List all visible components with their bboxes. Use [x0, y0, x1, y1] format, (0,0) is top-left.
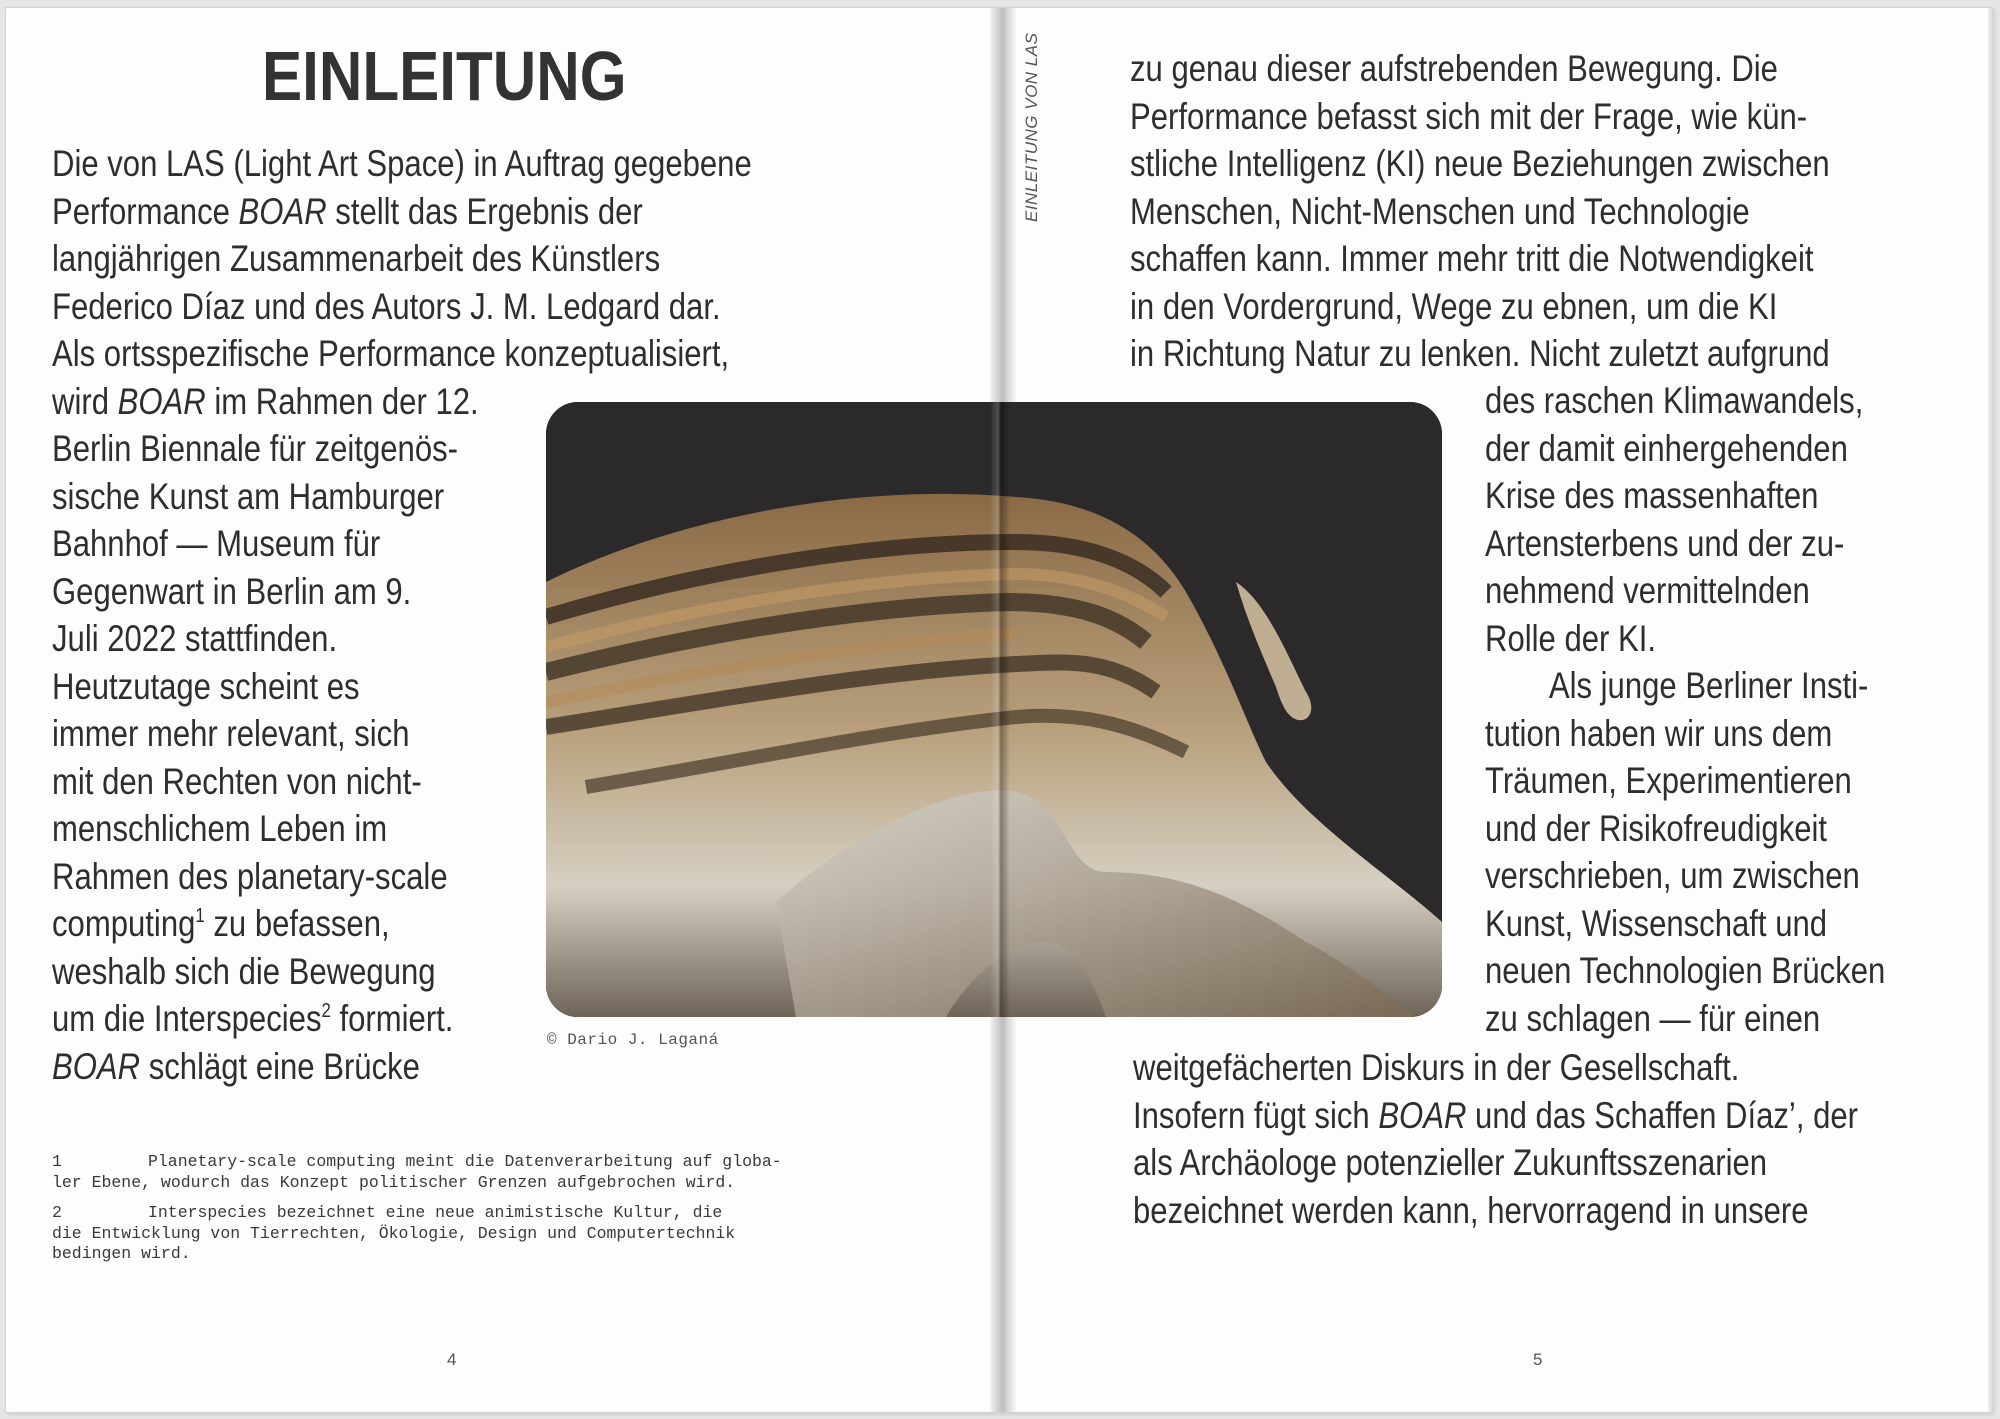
- footnote-text: Interspecies bezeichnet eine neue animistische Kultur, die die Entwicklung von Tierrechten, Ökologie, Design und Computertechnik bedingen wird.: [52, 1203, 736, 1263]
- right-column-text-bottom: [1133, 1044, 1858, 1234]
- italic-title: BOAR: [238, 190, 327, 232]
- text-line: zu schlagen — für einen: [1485, 997, 1821, 1039]
- text-line: Krise des massenhaften: [1485, 475, 1819, 516]
- text-line: BOAR schlägt eine Brücke: [52, 1045, 420, 1087]
- text-line: Träumen, Experimentieren: [1485, 760, 1852, 801]
- right-column-text-wrap: [1485, 377, 1885, 1042]
- text-line: mit den Rechten von nicht-: [52, 760, 422, 802]
- text-line: in Richtung Natur zu lenken. Nicht zuletzt aufgrund: [1130, 333, 1830, 374]
- text-line: weshalb sich die Bewegung: [52, 950, 436, 992]
- text-line: wird BOAR im Rahmen der 12.: [52, 380, 479, 422]
- photo-gutter-fold: [990, 402, 1010, 1017]
- running-head: EINLEITUNG VON LAS: [1022, 32, 1041, 222]
- text-line: Menschen, Nicht-Menschen und Technologie: [1130, 190, 1750, 232]
- text-line: Gegenwart in Berlin am 9.: [52, 570, 412, 612]
- footnotes: [52, 1152, 872, 1275]
- text-line: neuen Technologien Brücken: [1485, 950, 1886, 991]
- footnote-2: [52, 1203, 872, 1265]
- text-line: Performance BOAR stellt das Ergebnis der: [52, 190, 643, 232]
- footnote-number: 2: [52, 1203, 62, 1222]
- text-line: Die von LAS (Light Art Space) in Auftrag gegebene: [52, 143, 752, 184]
- footnote-text: Planetary-scale computing meint die Datenverarbeitung auf globa- ler Ebene, wodurch das Konzept politischer Grenzen aufgebrochen wird.: [52, 1152, 782, 1192]
- text-line: langjährigen Zusammenarbeit des Künstlers: [52, 238, 661, 279]
- page-title: EINLEITUNG: [262, 37, 627, 115]
- italic-title: BOAR: [1378, 1094, 1467, 1136]
- text-line: Bahnhof — Museum für: [52, 523, 381, 564]
- text-line: immer mehr relevant, sich: [52, 713, 410, 754]
- text-line: Performance befasst sich mit der Frage, wie kün-: [1130, 95, 1808, 137]
- footnote-reference[interactable]: 1: [195, 905, 205, 927]
- footnote-reference[interactable]: 2: [321, 1000, 331, 1022]
- text-line: menschlichem Leben im: [52, 808, 388, 849]
- italic-title: BOAR: [117, 380, 206, 422]
- text-line: des raschen Klimawandels,: [1485, 380, 1864, 421]
- text-line: sische Kunst am Hamburger: [52, 475, 445, 517]
- footnote-1: [52, 1152, 872, 1193]
- boar-photo: [546, 402, 1442, 1017]
- text-line: als Archäologe potenzieller Zukunftsszenarien: [1133, 1142, 1768, 1183]
- footnote-number: 1: [52, 1152, 62, 1171]
- italic-title: BOAR: [52, 1045, 141, 1087]
- text-line: in den Vordergrund, Wege zu ebnen, um die KI: [1130, 285, 1778, 327]
- text-line: Heutzutage scheint es: [52, 665, 360, 707]
- text-line: zu genau dieser aufstrebenden Bewegung. Die: [1130, 48, 1778, 89]
- page-number-right: 5: [1533, 1350, 1543, 1369]
- text-line: stliche Intelligenz (KI) neue Beziehungen zwischen: [1130, 143, 1830, 184]
- text-line: computing$^1$ zu befassen,: [52, 903, 390, 944]
- right-column-text-top: [1130, 45, 1830, 378]
- text-line: tution haben wir uns dem: [1485, 712, 1833, 754]
- text-line: Berlin Biennale für zeitgenös-: [52, 428, 459, 469]
- text-line: um die Interspecies$^2$ formiert.: [52, 998, 454, 1039]
- text-line: weitgefächerten Diskurs in der Gesellschaft.: [1133, 1047, 1740, 1088]
- text-line: verschrieben, um zwischen: [1485, 855, 1860, 896]
- text-line: der damit einhergehenden: [1485, 427, 1848, 469]
- text-line: Kunst, Wissenschaft und: [1485, 902, 1828, 944]
- page-number-left: 4: [447, 1350, 457, 1369]
- text-line: nehmend vermittelnden: [1485, 570, 1810, 611]
- text-line: Als ortsspezifische Performance konzeptualisiert,: [52, 333, 730, 374]
- text-line: und der Risikofreudigkeit: [1485, 807, 1828, 849]
- text-line: bezeichnet werden kann, hervorragend in unsere: [1133, 1189, 1809, 1231]
- text-line: Als junge Berliner Insti-: [1548, 665, 1869, 706]
- text-line: Federico Díaz und des Autors J. M. Ledgard dar.: [52, 285, 721, 327]
- text-line: Artensterbens und der zu-: [1485, 522, 1845, 564]
- page-edge: [1988, 8, 1994, 1412]
- text-line: Insofern fügt sich BOAR und das Schaffen Díaz’, der: [1133, 1094, 1859, 1136]
- text-line: schaffen kann. Immer mehr tritt die Notwendigkeit: [1130, 238, 1814, 279]
- text-line: Rolle der KI.: [1485, 617, 1657, 659]
- text-line: Rahmen des planetary-scale: [52, 855, 448, 897]
- text-line: Juli 2022 stattfinden.: [52, 618, 338, 659]
- photo-credit: © Dario J. Laganá: [547, 1031, 719, 1049]
